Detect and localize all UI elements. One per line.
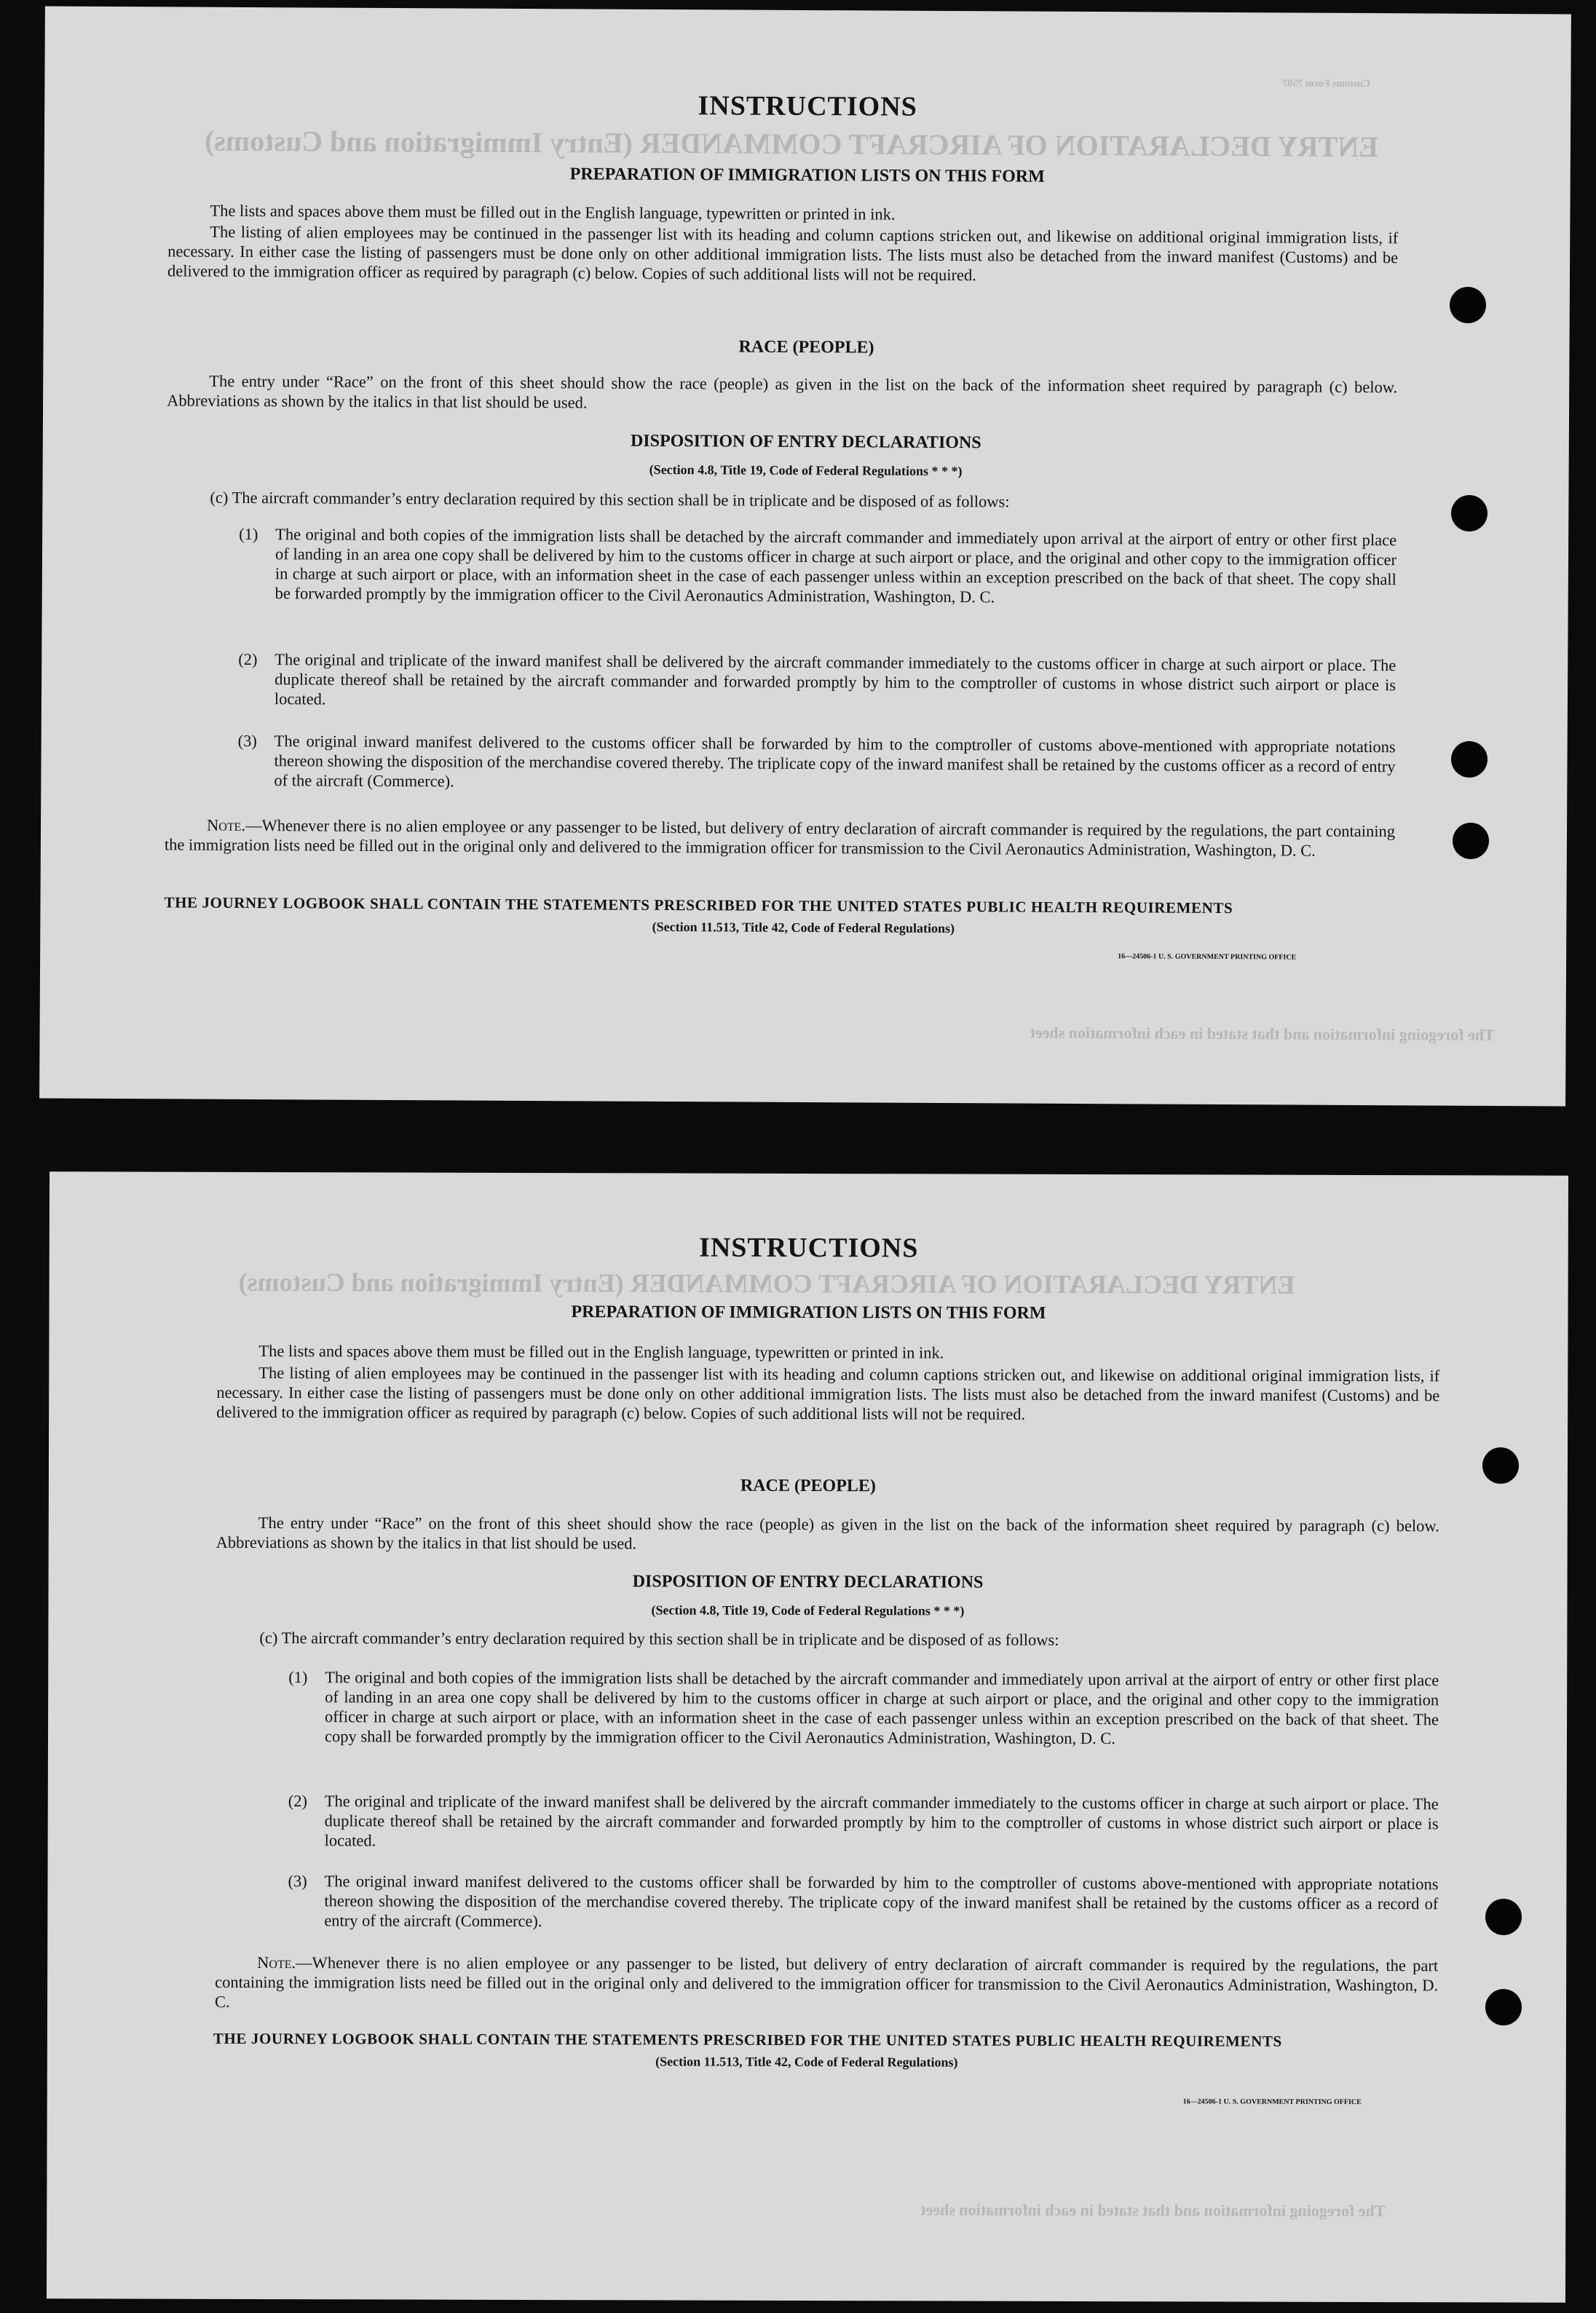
journey-logbook-subheading: (Section 11.513, Title 42, Code of Federal Regulations) <box>652 919 955 936</box>
note-paragraph <box>165 815 1395 861</box>
item-text: The original inward manifest delivered to the customs officer shall be forwarded by him to the comptroller of customs above-mentioned with appropriate notations thereon showing the disposition of the merchandise covered thereby. The triplicate copy of the inward manifest shall be retained by the customs officer as a record of entry of the aircraft (Commerce). <box>274 732 1396 791</box>
binder-hole <box>1451 741 1488 778</box>
top-form-sheet <box>39 7 1571 1107</box>
item-text: The original and triplicate of the inward manifest shall be delivered by the aircraft commander immediately to the customs officer in charge at such airport or place. The duplicate thereof shall be retained by the aircraft commander and forwarded promptly by him to the comptroller of customs in whose district such airport or place is located. <box>274 650 1396 708</box>
prep-heading: PREPARATION OF IMMIGRATION LISTS ON THIS FORM <box>569 165 1045 186</box>
disposition-heading: DISPOSITION OF ENTRY DECLARATIONS <box>632 1572 984 1592</box>
race-heading: RACE (PEOPLE) <box>738 337 874 357</box>
item-text: The original and triplicate of the inward manifest shall be delivered by the aircraft commander immediately to the customs officer in charge at such airport or place. The duplicate thereof shall be retained by the aircraft commander and forwarded promptly by him to the comptroller of customs in whose district such airport or place is located. <box>324 1792 1439 1850</box>
list-item <box>288 1667 1439 1749</box>
list-item <box>237 731 1396 796</box>
binder-hole <box>1482 1447 1519 1484</box>
item-text: The original and both copies of the immigration lists shall be detached by the aircraft commander and immediately upon arrival at the airport of entry or other first place of landing in an area one copy shall be delivered by him to the customs officer in charge at such airport or place, and the original and other copy to the immigration officer in charge at such airport or place, with an information sheet in the case of each passenger unless within an exception prescribed on the back of that sheet. The copy shall be forwarded promptly by the immigration officer to the Civil Aeronautics Administration, Washington, D. C. <box>274 525 1397 606</box>
journey-logbook-statement: THE JOURNEY LOGBOOK SHALL CONTAIN THE STATEMENTS PRESCRIBED FOR THE UNITED STATES PUBLIC HEALTH REQUIREMENTS <box>164 893 1233 917</box>
journey-logbook-statement: THE JOURNEY LOGBOOK SHALL CONTAIN THE STATEMENTS PRESCRIBED FOR THE UNITED STATES PUBLIC HEALTH REQUIREMENTS <box>213 2029 1282 2050</box>
race-paragraph: The entry under “Race” on the front of this sheet should show the race (people) as given in the list on the back of the information sheet required by paragraph (c) below. Abbreviations as shown by the italics in that list should be used. <box>167 371 1398 412</box>
item-text: The original and both copies of the immigration lists shall be detached by the aircraft commander and immediately upon arrival at the airport of entry or other first place of landing in an area one copy shall be delivered by him to the customs officer in charge at such airport or place, and the original and other copy to the immigration officer in charge at such airport or place, with an information sheet in the case of each passenger unless within an exception prescribed on the back of that sheet. The copy shall be forwarded promptly by the immigration officer to the Civil Aeronautics Administration, Washington, D. C. <box>324 1668 1439 1748</box>
prep-paragraph-1: The lists and spaces above them must be filled out in the English language, typewritten or printed in ink. <box>258 1342 944 1362</box>
item-number: (3) <box>237 731 257 751</box>
page-title: INSTRUCTIONS <box>699 1232 919 1264</box>
disposition-subheading: (Section 4.8, Title 19, Code of Federal Regulations * * *) <box>649 462 963 479</box>
note-text: —Whenever there is no alien employee or any passenger to be listed, but delivery of entry declaration of aircraft commander is required by the regulations, the part containing the immigration lists need be filled out in the original only and delivered to the immigration officer for transmission to the Civil Aeronautics Administration, Washington, D. C. <box>164 815 1396 860</box>
bleed-through-footer: The foregoing information and that stated in each information sheet <box>920 2200 1386 2221</box>
binder-hole <box>1450 287 1486 323</box>
bleed-through-footer: The foregoing information and that stated in each information sheet <box>1030 1023 1495 1044</box>
list-item <box>239 524 1397 609</box>
journey-logbook-subheading: (Section 11.513, Title 42, Code of Federal Regulations) <box>655 2054 958 2070</box>
disposition-intro: (c) The aircraft commander’s entry declaration required by this section shall be in triplicate and be disposed of as follows: <box>210 488 1010 511</box>
printing-office-line: 16—24506-1 U. S. GOVERNMENT PRINTING OFFICE <box>1118 952 1297 962</box>
bleed-through-header: ENTRY DECLARATION OF AIRCRAFT COMMANDER (Entry Immigration and Customs) <box>238 1267 1295 1300</box>
bottom-form-sheet <box>47 1171 1568 2302</box>
list-item <box>288 1791 1439 1853</box>
bleed-through-form-number: Customs Form 7507 <box>1282 78 1370 90</box>
disposition-heading: DISPOSITION OF ENTRY DECLARATIONS <box>630 431 981 453</box>
race-paragraph: The entry under “Race” on the front of this sheet should show the race (people) as given in the list on the back of the information sheet required by paragraph (c) below. Abbreviations as shown by the italics in that list should be used. <box>216 1514 1439 1553</box>
prep-paragraph-1: The lists and spaces above them must be filled out in the English language, typewritten or printed in ink. <box>210 201 896 224</box>
page-title: INSTRUCTIONS <box>698 90 917 122</box>
item-number: (2) <box>238 649 258 669</box>
binder-hole <box>1485 1899 1522 1935</box>
printing-office-line: 16—24506-1 U. S. GOVERNMENT PRINTING OFFICE <box>1182 2097 1362 2106</box>
item-number: (1) <box>239 524 258 544</box>
prep-heading: PREPARATION OF IMMIGRATION LISTS ON THIS FORM <box>571 1302 1046 1323</box>
disposition-subheading: (Section 4.8, Title 19, Code of Federal Regulations * * *) <box>651 1602 965 1618</box>
binder-hole <box>1453 823 1489 859</box>
prep-paragraph-2: The listing of alien employees may be continued in the passenger list with its heading and column captions stricken out, and likewise on additional original immigration lists, if necessary. In either case the listing of passengers must be done only on other additional immigration lists. The lists must also be detached from the inward manifest (Customs) and be delivered to the immigration officer as required by paragraph (c) below. Copies of such additional lists will not be required. <box>167 222 1399 285</box>
disposition-intro: (c) The aircraft commander’s entry declaration required by this section shall be in triplicate and be disposed of as follows: <box>259 1629 1059 1649</box>
item-number: (3) <box>288 1872 307 1891</box>
binder-hole <box>1485 1989 1522 2025</box>
item-number: (1) <box>288 1668 308 1687</box>
bleed-through-header: ENTRY DECLARATION OF AIRCRAFT COMMANDER (Entry Immigration and Customs) <box>204 124 1379 164</box>
list-item <box>288 1871 1439 1933</box>
item-number: (2) <box>288 1792 308 1811</box>
prep-paragraph-2: The listing of alien employees may be continued in the passenger list with its heading and column captions stricken out, and likewise on additional original immigration lists, if necessary. In either case the listing of passengers must be done only on other additional immigration lists. The lists must also be detached from the inward manifest (Customs) and be delivered to the immigration officer as required by paragraph (c) below. Copies of such additional lists will not be required. <box>216 1364 1440 1423</box>
note-label: Note. <box>257 1953 296 1972</box>
race-heading: RACE (PEOPLE) <box>740 1476 876 1496</box>
note-text: —Whenever there is no alien employee or any passenger to be listed, but delivery of entry declaration of aircraft commander is required by the regulations, the part containing the immigration lists need be filled out in the original only and delivered to the immigration officer for transmission to the Civil Aeronautics Administration, Washington, D. C. <box>215 1953 1439 2011</box>
list-item <box>238 649 1396 714</box>
note-paragraph <box>215 1953 1438 2015</box>
binder-hole <box>1451 495 1488 531</box>
item-text: The original inward manifest delivered to the customs officer shall be forwarded by him to the comptroller of customs above-mentioned with appropriate notations thereon showing the disposition of the merchandise covered thereby. The triplicate copy of the inward manifest shall be retained by the customs officer as a record of entry of the aircraft (Commerce). <box>324 1872 1439 1931</box>
note-label: Note. <box>206 815 246 834</box>
